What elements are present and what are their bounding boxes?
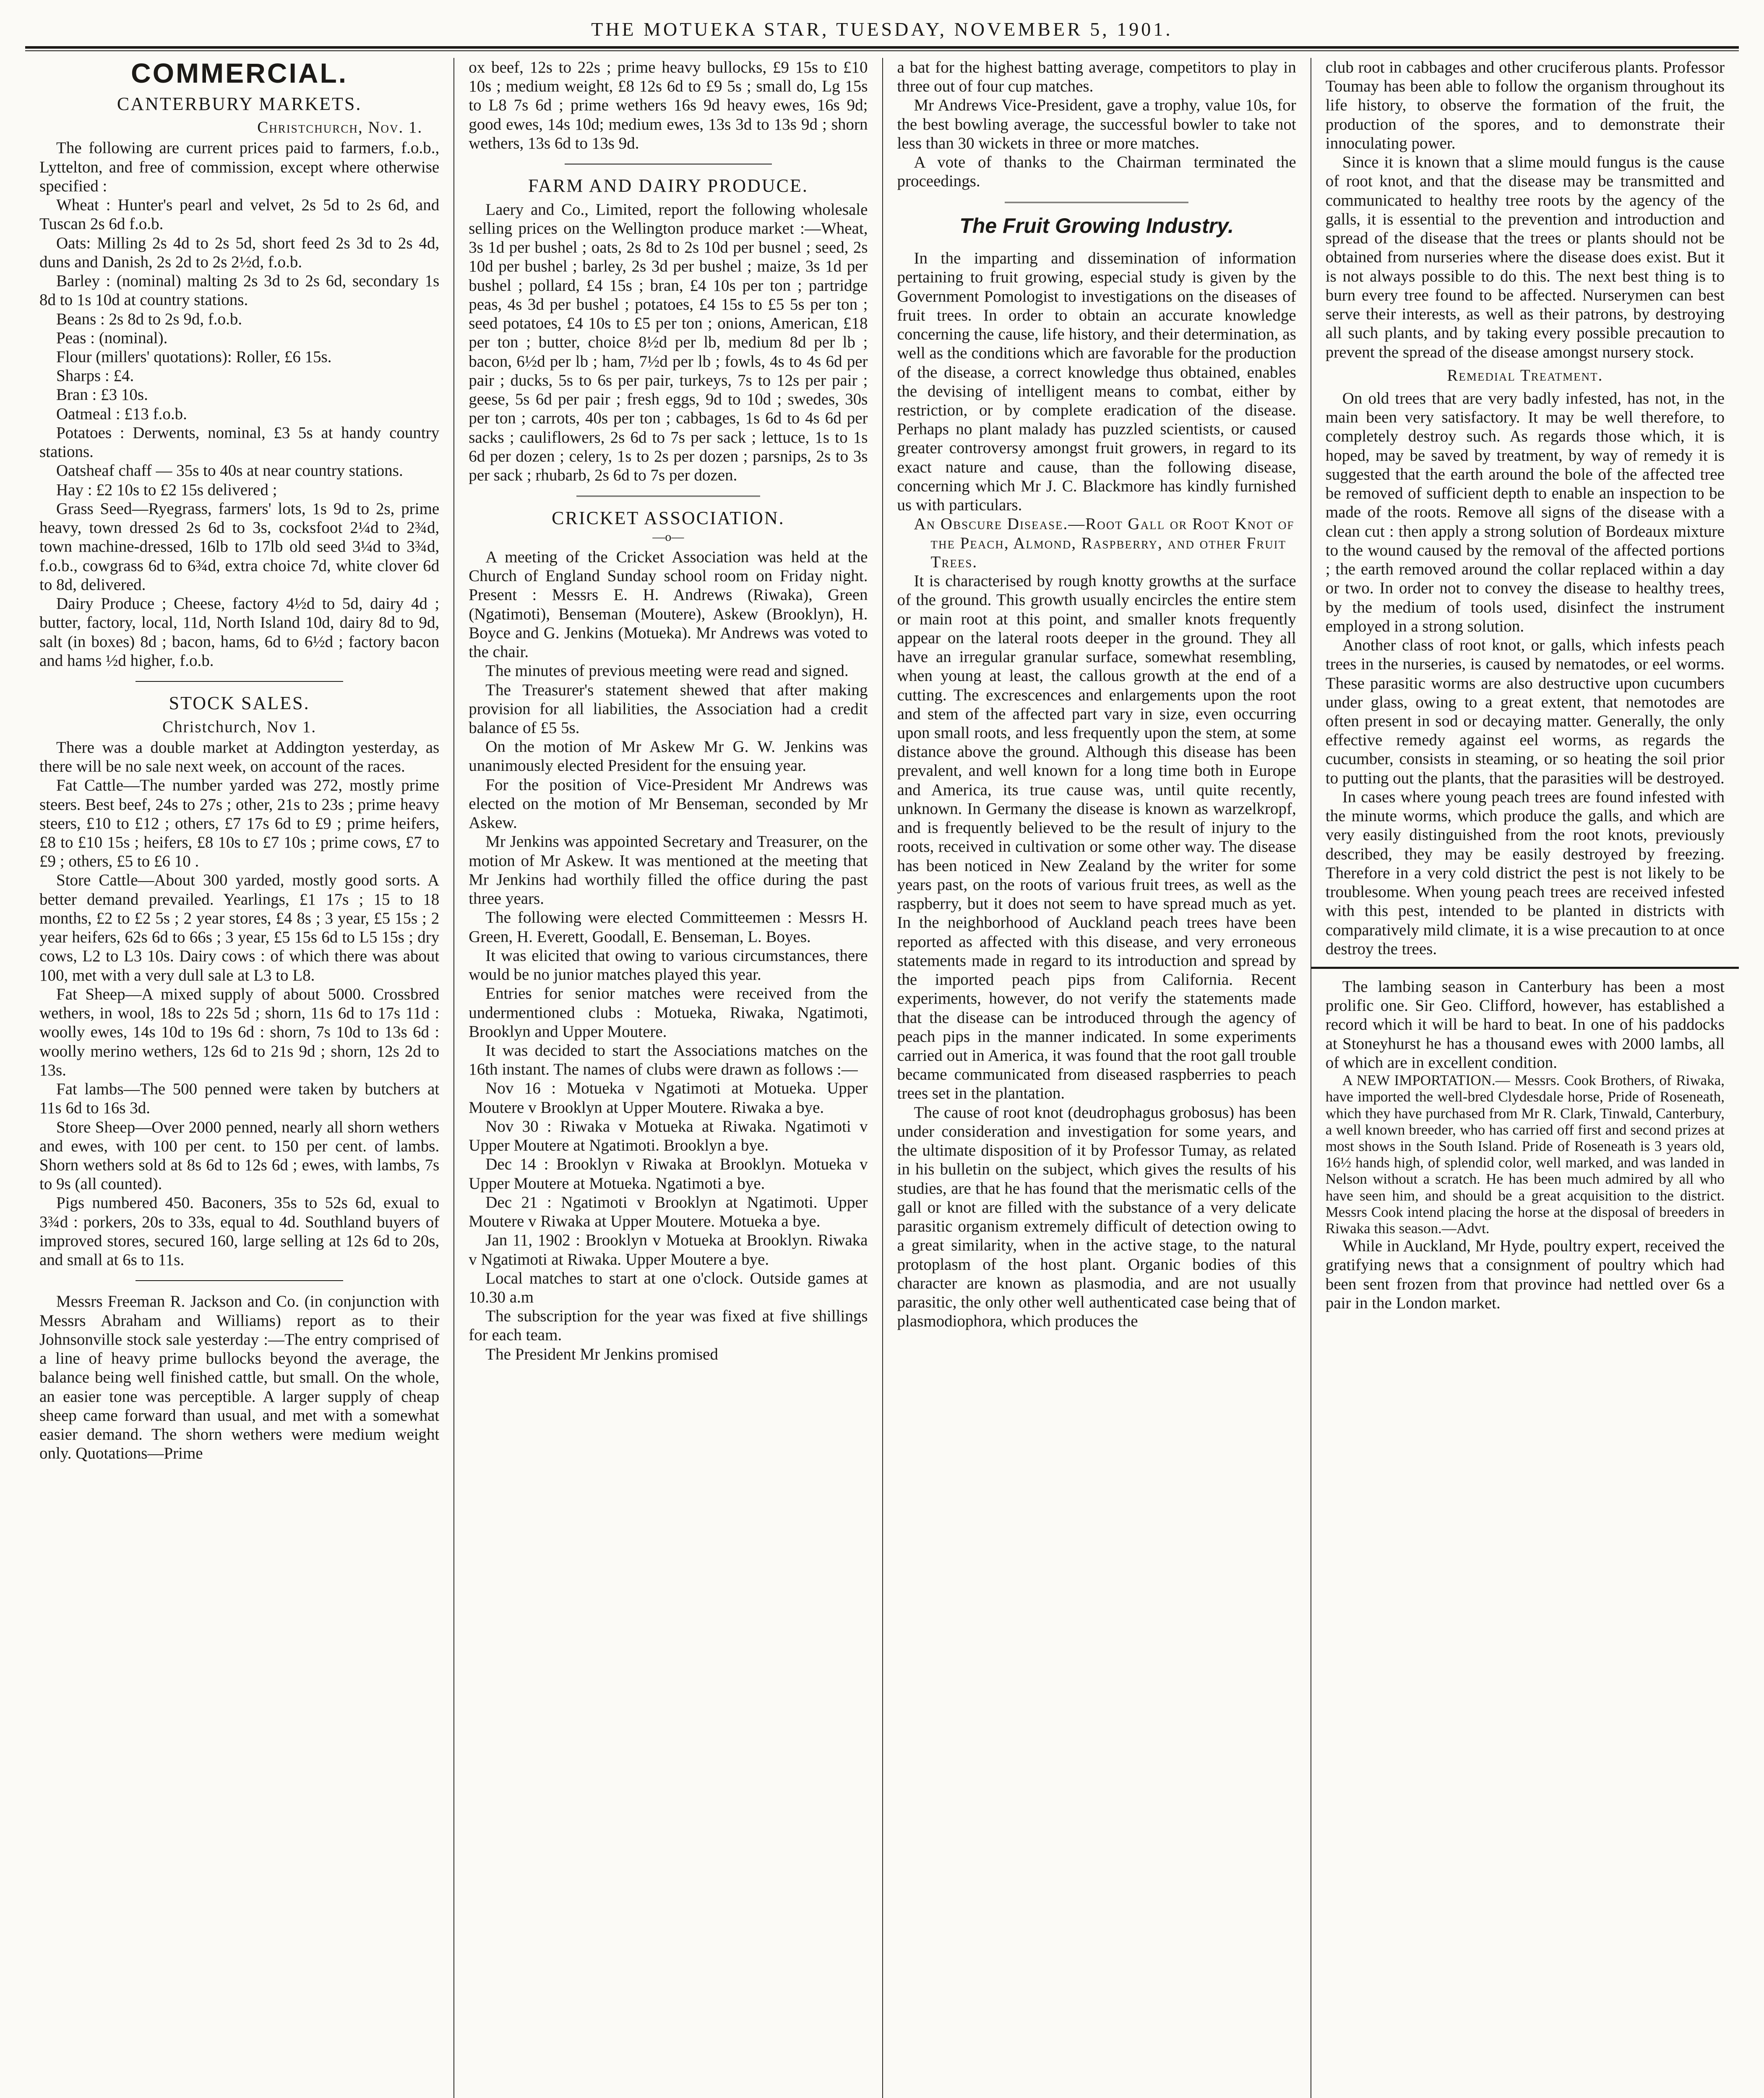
section-title-commercial: COMMERCIAL. (131, 58, 348, 89)
column-rule (1311, 967, 1739, 969)
remedial-paragraph: Another class of root knot, or galls, which infests peach trees in the nurseries, is caused by nematodes, or eel worms. These parasitic worms are also destructive upon cucumbers under glass, owing to a great extent, that nemotodes are often present in sod or decaying matter. Generally, the only effective remedy against eel worms, as regards the cucumber, consists in steaming, or so heating the soil prior to putting out the plants, that the parasities will be destroyed. (1325, 636, 1725, 787)
market-paragraph: Potatoes : Derwents, nominal, £3 5s at handy country stations. (39, 423, 440, 461)
stock-paragraph: Fat Sheep—A mixed supply of about 5000. Crossbred wethers, in wool, 18s to 22s 5d ; shorn, 11s 6d to 17s 11d : woolly ewes, 14s 10d to 19s 6d : shorn, 7s 10d to 13s 6d : woolly merino wethers, 12s 6d to 21s 9d ; shorn, 12s 2d to 13s. (39, 985, 440, 1079)
stock-paragraph: Pigs numbered 450. Baconers, 35s to 52s 6d, exual to 3¾d : porkers, 20s to 33s, equal to 4d. Southland buyers of improved stores, secured 160, large selling at 12s 6d to 20s, and small at 6s to 11s. (39, 1194, 440, 1269)
section-divider (1005, 202, 1188, 203)
market-paragraph: The following are current prices paid to farmers, f.o.b., Lyttelton, and free of commission, except where otherwise specified : (39, 139, 440, 195)
cricket-paragraph: For the position of Vice-President Mr Andrews was elected on the motion of Mr Benseman, seconded by Mr Askew. (469, 775, 868, 832)
fruit-continued-paragraph: Since it is known that a slime mould fungus is the cause of root knot, and that the disease may be transmitted and communicated to healthy tree roots by the agency of the galls, it is essential to the prevention and introduction and spread of the disease that the trees or plants should not be obtained from nurseries where the disease does exist. But it is not always possible to do this. The next best thing is to burn every tree found to be affected. Nurserymen can best serve their interests, as well as their patrons, by destroying all such plants, and by taking every possible precaution to prevent the spread of the disease amongst nursery stock. (1325, 153, 1725, 361)
market-paragraph: Bran : £3 10s. (56, 386, 148, 404)
stock-report-continued: ox beef, 12s to 22s ; prime heavy bullocks, £9 15s to £10 10s ; medium weight, £8 12s 6d to £9 5s ; small do, Lg 15s to L8 7s 6d ; prime wethers 16s 9d heavy ewes, 16s 9d; good ewes, 14s 10d; medium ewes, 13s 3d to 13s 9d ; shorn wethers, 13s 6d to 13s 9d. (469, 58, 868, 152)
market-paragraph: Oatsheaf chaff — 35s to 40s at near country stations. (56, 462, 403, 480)
market-paragraph: Flour (millers' quotations): Roller, £6 15s. (56, 348, 332, 366)
market-paragraph: Grass Seed—Ryegrass, farmers' lots, 1s 9d to 2s, prime heavy, town dressed 2s 6d to 3s, cocksfoot 2¼d to 2¾d, town machine-dressed, 16lb to 17lb old seed 3¼d to 3¾d, f.o.b., cowgrass 6d to 6¾d, extra choice 7d, white clover 6d to 8d, delivered. (39, 499, 440, 594)
heading-remedial-treatment: Remedial Treatment. (1447, 366, 1603, 384)
heading-stock-sales: STOCK SALES. (169, 692, 310, 713)
fruit-continued-paragraph: club root in cabbages and other cruciferous plants. Professor Toumay has been able to follow the organism throughout its life history, to observe the formation of the fruit, the production of the spores, and to demonstrate their innoculating power. (1325, 58, 1725, 152)
cricket-paragraph: On the motion of Mr Askew Mr G. W. Jenkins was unanimously elected President for the ensuing year. (469, 738, 868, 775)
market-paragraph: Beans : 2s 8d to 2s 9d, f.o.b. (56, 310, 242, 328)
cricket-paragraph: The subscription for the year was fixed at five shillings for each team. (469, 1307, 868, 1344)
remedial-paragraph: In cases where young peach trees are found infested with the minute worms, which produce the galls, and which are very easily distinguished from the root knots, previously described, they may be easily destroyed by freezing. Therefore in a very cold district the pest is not likely to be troublesome. When young peach trees are received infested with this pest, intended to be planted in districts with comparatively mild climate, it is a wise precaution to at once destroy the trees. (1325, 788, 1725, 958)
cricket-paragraph: It was elicited that owing to various circumstances, there would be no junior matches played this year. (469, 946, 868, 984)
cricket-continued-paragraph: A vote of thanks to the Chairman terminated the proceedings. (897, 153, 1296, 190)
column-2 (453, 58, 882, 2098)
stock-paragraph: Store Sheep—Over 2000 penned, nearly all shorn wethers and ewes, with 100 per cent. to 150 per cent. of lambs. Shorn wethers sold at 8s 6d to 12s 6d ; ewes, with lambs, 7s to 9s (all counted). (39, 1118, 440, 1193)
fruit-paragraph: The cause of root knot (deudrophagus grobosus) has been under consideration and investigation for some years, and the ultimate disposition of it by Professor Tumay, as related in his bulletin on the subject, which gives the results of his studies, are that he has found that the merismatic cells of the gall or knot are filled with the substance of a very delicate parasitic organism extremely difficult of detection owing to a great similarity, when in the active stage, to the natural protoplasm of the host plant. Organic bodies of this character are known as plasmodia, and are not usually parasitic, the only other well authenticated case being that of plasmodiophora, which produces the (897, 1103, 1296, 1331)
remedial-paragraph: On old trees that are very badly infested, has not, in the main been very satisfactory. It may be well therefore, to completely destroy such. As regards those which, it is hoped, may be saved by treatment, by way of remedy it is suggested that the earth around the bole of the affected tree be removed of sufficient depth to enable an inspection to be made of the roots. Remove all signs of the disease with a clean cut : then apply a strong solution of Bordeaux mixture to the wound caused by the removal of the affected portions ; the earth removed around the collar replaced within a day or two. In order not to convey the disease to healthy trees, by the medium of tools used, disinfect the instrument employed in a strong solution. (1325, 389, 1725, 635)
fixture-paragraph: Jan 11, 1902 : Brooklyn v Motueka at Brooklyn. Riwaka v Ngatimoti at Riwaka. Upper Moutere a bye. (469, 1231, 868, 1268)
heading-canterbury-markets: CANTERBURY MARKETS. (117, 93, 362, 114)
column-1 (25, 58, 453, 2098)
fixture-paragraph: Nov 16 : Motueka v Ngatimoti at Motueka. Upper Moutere v Brooklyn at Upper Moutere. Riwaka a bye. (469, 1079, 868, 1117)
cricket-paragraph: The Treasurer's statement shewed that after making provision for all liabilities, the Association had a credit balance of £5 5s. (469, 681, 868, 737)
cricket-paragraph: The President Mr Jenkins promised (485, 1345, 718, 1363)
produce-paragraph: Laery and Co., Limited, report the following wholesale selling prices on the Wellington produce market :—Wheat, 3s 1d per bushel ; oats, 2s 8d to 2s 10d per busnel ; seed, 2s 10d per bushel ; barley, 2s 3d per bushel ; maize, 3s 1d per bushel ; pollard, £4 15s ; bran, £4 10s per ton ; partridge peas, 4s 3d per bushel ; potatoes, £4 15s to £5 5s per ton ; seed potatoes, £4 10s to £5 per ton ; onions, American, £18 per ton ; butter, choice 8½d per lb, medium 8d per lb ; bacon, 6½d per lb ; ham, 7½d per lb ; fowls, 4s to 4s 6d per pair ; ducks, 5s to 6s per pair, turkeys, 7s to 12s per pair ; geese, 5s 6d per pair ; fresh eggs, 9d to 10d ; swedes, 30s per ton ; carrots, 40s per ton ; cabbages, 1s 6d to 4s 6d per sacks ; cauliflowers, 2s 6d to 7s per sack ; lettuce, 1s to 1s 6d per dozen ; celery, 1s to 2s per dozen ; parsnips, 2s to 3s per sack ; rhubarb, 2s 6d to 7s per dozen. (469, 200, 868, 485)
fixture-paragraph: Dec 14 : Brooklyn v Riwaka at Brooklyn. Motueka v Upper Moutere at Motueka. Ngatimoti a bye. (469, 1155, 868, 1193)
market-paragraph: Wheat : Hunter's pearl and velvet, 2s 5d to 2s 6d, and Tuscan 2s 6d f.o.b. (39, 196, 440, 233)
fixture-paragraph: Nov 30 : Riwaka v Motueka at Riwaka. Ngatimoti v Upper Moutere at Ngatimoti. Brooklyn a bye. (469, 1117, 868, 1155)
cricket-paragraph: Entries for senior matches were received from the undermentioned clubs : Motueka, Riwaka, Ngatimoti, Brooklyn and Upper Moutere. (469, 984, 868, 1041)
market-paragraph: Oatmeal : £13 f.o.b. (56, 404, 187, 423)
cricket-paragraph: Local matches to start at one o'clock. Outside games at 10.30 a.m (469, 1269, 868, 1307)
stock-paragraph: Fat lambs—The 500 penned were taken by butchers at 11s 6d to 16s 3d. (39, 1080, 440, 1117)
ornament: —o— (652, 530, 684, 544)
stock-paragraph: There was a double market at Addington yesterday, as there will be no sale next week, on account of the races. (39, 738, 440, 776)
dateline-canterbury: Christchurch, Nov. 1. (257, 118, 423, 137)
cricket-paragraph: Mr Jenkins was appointed Secretary and Treasurer, on the motion of Mr Askew. It was mentioned at the meeting that Mr Jenkins had worthily filled the office during the past three years. (469, 832, 868, 908)
cricket-paragraph: The following were elected Committeemen : Messrs H. Green, H. Everett, Goodall, E. Benseman, L. Boyes. (469, 908, 868, 946)
jackson-report-paragraph: Messrs Freeman R. Jackson and Co. (in conjunction with Messrs Abraham and Williams) report as to their Johnsonville stock sale yesterday :—The entry comprised of a line of heavy prime bullocks beyond the average, the balance being well finished cattle, but small. On the whole, an easier tone was perceptible. A larger supply of cheap sheep came forward than usual, and met with a somewhat easier demand. The shorn wethers were medium weight only. Quotations—Prime (39, 1292, 440, 1463)
new-importation-advert: A NEW IMPORTATION.— Messrs. Cook Brothers, of Riwaka, have imported the well-bred Clydesdale horse, Pride of Roseneath, which they have purchased from Mr R. Clark, Tinwald, Canterbury, a well known breeder, who has carried off first and second prizes at most shows in the South Island. Pride of Roseneath is 3 years old, 16½ hands high, of splendid color, well marked, and was landed in Nelson without a scratch. He has been much admired by all who have seen him, and should be a great acquisition to the district. Messrs Cook intend placing the horse at the disposal of breeders in Riwaka this season.—Advt. (1325, 1072, 1725, 1237)
masthead-rule (25, 46, 1739, 51)
column-4 (1311, 58, 1739, 2098)
cricket-paragraph: It was decided to start the Associations matches on the 16th instant. The names of clubs were drawn as follows :— (469, 1041, 868, 1079)
fruit-paragraph: It is characterised by rough knotty growths at the surface of the ground. This growth usually encircles the entire stem or main root at this point, and smaller knots frequently appear on the lateral roots deeper in the ground. They all have an irregular granular surface, somewhat resembling, when young at least, the callous growth at the end of a cutting. The excrescences and enlargements upon the root and stem of the affected part vary in size, even occurring upon small roots, and less frequently upon the stem, at some distance above the ground. Although this disease has been prevalent, and well known for a long time both in Europe and America, its true cause was, until quite recently, unknown. In Germany the disease is known as warzelkropf, and is frequently believed to be the result of injury to the roots, received in cultivation or some other way. The disease has been noticed in New Zealand by the writer for some years past, on the roots of various fruit trees, as well as the raspberry, but it does not seem to have spread much as yet. In the neighborhood of Auckland peach trees have been reported as affected with this disease, and very erroneous statements made in regard to its introduction and spread by the imported peach pips from California. Recent experiments, however, do not verify the statements made that the disease can be introduced through the agency of peach pips in the manner indicated. In some experiments carried out in America, it was found that the root gall trouble became communicated from diseased raspberries to peach trees set in the plantation. (897, 572, 1296, 1103)
fixture-paragraph: Dec 21 : Ngatimoti v Brooklyn at Ngatimoti. Upper Moutere v Riwaka at Upper Moutere. Motueka a bye. (469, 1193, 868, 1231)
masthead: THE MOTUEKA STAR, TUESDAY, NOVEMBER 5, 1901. (591, 18, 1173, 40)
section-divider (135, 681, 344, 682)
section-divider (576, 496, 760, 497)
cricket-continued-paragraph: Mr Andrews Vice-President, gave a trophy, value 10s, for the best bowling average, the successful bowler to take not less than 30 wickets in three or more matches. (897, 96, 1296, 152)
market-paragraph: Hay : £2 10s to £2 15s delivered ; (56, 480, 277, 499)
section-divider (135, 1280, 344, 1281)
column-3 (882, 58, 1311, 2098)
cricket-paragraph: The minutes of previous meeting were read and signed. (485, 662, 849, 680)
stock-paragraph: Fat Cattle—The number yarded was 272, mostly prime steers. Best beef, 24s to 27s ; other, 21s to 23s ; prime heavy steers, £10 to £12 ; others, £7 17s 6d to £9 ; prime heifers, £8 to £10 15s ; heifers, £8 10s to £7 10s ; prime cows, £7 to £9 ; others, £5 to £6 10 . (39, 776, 440, 871)
columns (25, 58, 1739, 2098)
market-paragraph: Barley : (nominal) malting 2s 3d to 2s 6d, secondary 1s 8d to 1s 10d at country stations. (39, 272, 440, 309)
stock-paragraph: Store Cattle—About 300 yarded, mostly good sorts. A better demand prevailed. Yearlings, £1 17s ; 15 to 18 months, £2 to £2 5s ; 2 year stores, £4 8s ; 3 year, £5 15s ; 2 year heifers, 62s 6d to 66s ; 3 year, £5 15s 6d to L5 15s ; dry cows, L2 to L3 10s. Dairy cows : of which there was about 100, met with a very dull sale at L3 to L8. (39, 871, 440, 984)
dateline-stock: Christchurch, Nov 1. (162, 718, 317, 736)
market-paragraph: Peas : (nominal). (56, 329, 168, 347)
obscure-disease-subheading: An Obscure Disease.—Root Gall or Root Knot of the Peach, Almond, Raspberry, and other Fruit Trees. (914, 515, 1295, 571)
market-paragraph: Oats: Milling 2s 4d to 2s 5d, short feed 2s 3d to 2s 4d, duns and Danish, 2s 2d to 2s 2½d, f.o.b. (39, 234, 440, 271)
poultry-paragraph: While in Auckland, Mr Hyde, poultry expert, received the gratifying news that a consignment of poultry which had been sent frozen from that province had nettled over 6s a pair in the London market. (1325, 1237, 1725, 1312)
fruit-intro-paragraph: In the imparting and dissemination of information pertaining to fruit growing, especial study is given by the Government Pomologist to investigations on the diseases of fruit trees. In order to obtain an accurate knowledge concerning the cause, life history, and their determination, as well as the conditions which are favorable for the production of the disease, a correct knowledge thus obtained, enables the devising of intelligent means to combat, either by restriction, or by complete eradication of the disease. Perhaps no plant malady has puzzled scientists, or caused greater controversy amongst fruit growers, in regard to its exact nature and cause, than the following disease, concerning which Mr J. C. Blackmore has kindly furnished us with particulars. (897, 249, 1296, 514)
cricket-paragraph: A meeting of the Cricket Association was held at the Church of England Sunday school room on Friday night. Present : Messrs E. H. Andrews (Riwaka), Green (Ngatimoti), Benseman (Moutere), Askew (Brooklyn), H. Boyce and G. Jenkins (Motueka). Mr Andrews was voted to the chair. (469, 548, 868, 661)
cricket-continued-paragraph: a bat for the highest batting average, competitors to play in three out of four cup matches. (897, 58, 1296, 96)
heading-fruit-growing-industry: The Fruit Growing Industry. (959, 214, 1234, 237)
heading-farm-dairy-produce: FARM AND DAIRY PRODUCE. (528, 175, 808, 196)
market-paragraph: Sharps : £4. (56, 367, 134, 385)
lambing-paragraph: The lambing season in Canterbury has been a most prolific one. Sir Geo. Clifford, however, has established a record which it will be hard to beat. In one of his paddocks at Stoneyhurst he has a thousand ewes with 2000 lambs, all of which are in excellent condition. (1325, 978, 1725, 1072)
heading-cricket-association: CRICKET ASSOCIATION. (552, 508, 785, 529)
market-paragraph: Dairy Produce ; Cheese, factory 4½d to 5d, dairy 4d ; butter, factory, local, 11d, North Island 10d, dairy 8d to 9d, salt (in boxes) 8d ; bacon, hams, 6d to 6½d ; factory bacon and hams ½d higher, f.o.b. (39, 595, 440, 670)
